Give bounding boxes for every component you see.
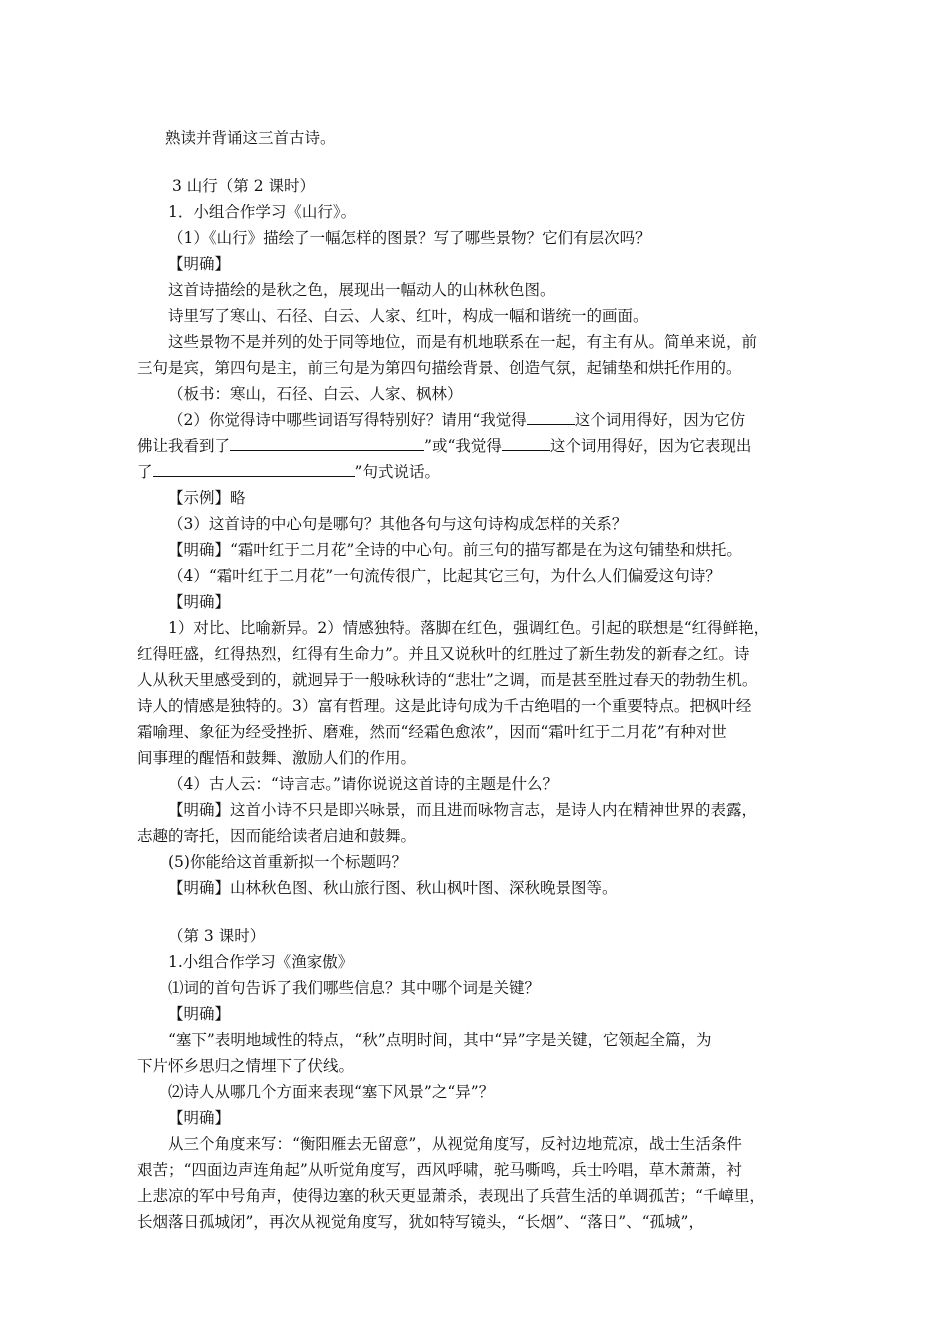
question-2-text-e: 这个词用得好，因为它表现出 xyxy=(549,437,752,455)
intro-text: 熟读并背诵这三首古诗。 xyxy=(165,129,336,147)
lesson2-answer-4-line6: 间事理的醒悟和鼓舞、激励人们的作用。 xyxy=(137,749,417,767)
lesson2-answer-1-line1: 这首诗描绘的是秋之色，展现出一幅动人的山林秋色图。 xyxy=(168,281,556,299)
fill-blank xyxy=(153,462,355,477)
lesson3-title: （第 3 课时） xyxy=(168,927,266,945)
lesson2-answer-5-line2: 志趣的寄托，因而能给读者启迪和鼓舞。 xyxy=(137,827,417,845)
lesson3-answer-2-line2: 艰苦；“四面边声连角起”从听觉角度写，西风呼啸，驼马嘶鸣，兵士吟唱，草木萧萧，衬 xyxy=(137,1161,742,1179)
lesson3-answer-1-line1: “塞下”表明地域性的特点，“秋”点明时间，其中“异”字是关键，它领起全篇，为 xyxy=(168,1031,712,1049)
question-2-text-f: 了 xyxy=(137,463,153,481)
question-2-text-a: （2）你觉得诗中哪些词语写得特别好？请用“我觉得 xyxy=(168,411,527,429)
lesson2-question-2-line2 xyxy=(137,435,751,457)
lesson2-answer-5-line1: 【明确】这首小诗不只是即兴咏景，而且进而咏物言志，是诗人内在精神世界的表露， xyxy=(168,801,758,819)
lesson2-answer-3: 【明确】“霜叶红于二月花”全诗的中心句。前三句的描写都是在为这句铺垫和烘托。 xyxy=(168,541,742,559)
lesson2-shili: 【示例】略 xyxy=(168,489,246,507)
lesson3-answer-2-line4: 长烟落日孤城闭”，再次从视觉角度写，犹如特写镜头，“长烟”、“落日”、“孤城”， xyxy=(137,1213,704,1231)
lesson3-answer-2-line3: 上悲凉的军中号角声，使得边塞的秋天更显萧杀，表现出了兵营生活的单调孤苦；“千嶂里， xyxy=(137,1187,765,1205)
lesson2-mingque-label: 【明确】 xyxy=(168,255,231,273)
lesson2-answer-1-line2: 诗里写了寒山、石径、白云、人家、红叶，构成一幅和谐统一的画面。 xyxy=(168,307,649,325)
question-2-text-g: ”句式说话。 xyxy=(354,463,440,481)
lesson3-answer-1-line2: 下片怀乡思归之情埋下了伏线。 xyxy=(137,1057,355,1075)
lesson2-task1: 1．小组合作学习《山行》。 xyxy=(168,203,357,221)
lesson3-task1: 1.小组合作学习《渔家傲》 xyxy=(168,953,354,971)
lesson3-question-2: ⑵诗人从哪几个方面来表现“塞下风景”之“异”？ xyxy=(168,1083,495,1101)
question-2-text-b: 这个词用得好，因为它仿 xyxy=(574,411,746,429)
lesson2-answer-4-line4: 诗人的情感是独特的。3）富有哲理。这是此诗句成为千古绝唱的一个重要特点。把枫叶经 xyxy=(137,697,752,715)
lesson3-mingque-label-2: 【明确】 xyxy=(168,1109,231,1127)
question-2-text-d: ”或“我觉得 xyxy=(424,437,502,455)
fill-blank xyxy=(502,436,550,451)
lesson2-answer-4-line2: 红得旺盛，红得热烈，红得有生命力”。并且又说秋叶的红胜过了新生勃发的新春之红。诗 xyxy=(137,645,750,663)
lesson2-question-2-line3 xyxy=(137,461,440,483)
lesson2-answer-1-line3: 这些景物不是并列的处于同等地位，而是有机地联系在一起，有主有从。简单来说，前 xyxy=(168,333,758,351)
lesson2-question-2-line1 xyxy=(168,409,745,431)
lesson2-answer-1-line4: 三句是宾，第四句是主，前三句是为第四句描绘背景、创造气氛，起铺垫和烘托作用的。 xyxy=(137,359,742,377)
lesson2-answer-4-line3: 人从秋天里感受到的，就迥异于一般咏秋诗的“悲壮”之调，而是甚至胜过春天的勃勃生机。 xyxy=(137,671,758,689)
lesson3-question-1: ⑴词的首句告诉了我们哪些信息？其中哪个词是关键？ xyxy=(168,979,541,997)
lesson2-question-6: (5)你能给这首重新拟一个标题吗？ xyxy=(168,853,407,871)
lesson2-answer-4-line1: 1）对比、比喻新异。2）情感独特。落脚在红色，强调红色。引起的联想是“红得鲜艳， xyxy=(168,619,770,637)
lesson2-answer-4-line5: 霜喻理、象征为经受挫折、磨难，然而“经霜色愈浓”，因而“霜叶红于二月花”有种对世 xyxy=(137,723,727,741)
lesson2-banshu: （板书：寒山，石径、白云、人家、枫林） xyxy=(168,385,463,403)
question-2-text-c: 佛让我看到了 xyxy=(137,437,231,455)
lesson3-answer-2-line1: 从三个角度来写：“衡阳雁去无留意”，从视觉角度写，反衬边地荒凉，战士生活条件 xyxy=(168,1135,742,1153)
fill-blank xyxy=(230,436,424,451)
lesson2-mingque-label-2: 【明确】 xyxy=(168,593,231,611)
lesson2-answer-6: 【明确】山林秋色图、秋山旅行图、秋山枫叶图、深秋晚景图等。 xyxy=(168,879,618,897)
lesson2-question-4: （4）“霜叶红于二月花”一句流传很广，比起其它三句，为什么人们偏爱这句诗？ xyxy=(168,567,721,585)
lesson2-question-3: （3）这首诗的中心句是哪句？其他各句与这句诗构成怎样的关系？ xyxy=(168,515,628,533)
lesson3-mingque-label: 【明确】 xyxy=(168,1005,231,1023)
lesson2-title: 3 山行（第 2 课时） xyxy=(172,177,316,195)
fill-blank xyxy=(527,410,575,425)
lesson2-question-5: （4）古人云：“诗言志。”请你说说这首诗的主题是什么？ xyxy=(168,775,558,793)
lesson2-question-1: （1）《山行》描绘了一幅怎样的图景？写了哪些景物？它们有层次吗？ xyxy=(168,229,651,247)
